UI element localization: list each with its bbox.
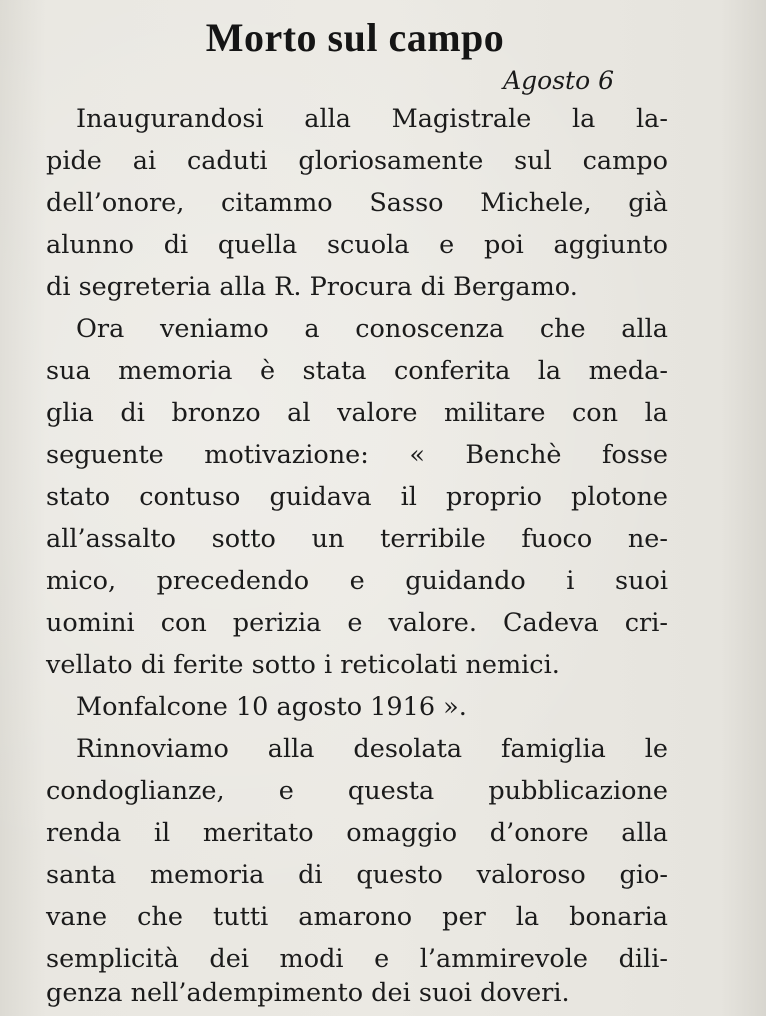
article-title: Morto sul campo <box>205 15 505 60</box>
text-line: Monfalcone 10 agosto 1916 ». <box>76 692 467 722</box>
text-line: vane che tutti amarono per la bonaria <box>46 902 668 932</box>
text-line: Ora veniamo a conoscenza che alla <box>76 314 668 344</box>
text-line: renda il meritato omaggio d’onore alla <box>46 818 668 848</box>
text-line: all’assalto sotto un terribile fuoco ne- <box>46 524 668 554</box>
text-line: di segreteria alla R. Procura di Bergamo. <box>46 272 578 302</box>
text-line: dell’onore, citammo Sasso Michele, già <box>46 188 668 218</box>
article-date: Agosto 6 <box>503 66 614 95</box>
text-line: Inaugurandosi alla Magistrale la la- <box>76 104 668 134</box>
text-line: sua memoria è stata conferita la meda- <box>46 356 668 386</box>
text-line: vellato di ferite sotto i reticolati nemici. <box>46 650 560 680</box>
text-line: glia di bronzo al valore militare con la <box>46 398 668 428</box>
text-line: seguente motivazione: « Benchè fosse <box>46 440 668 470</box>
text-line: semplicità dei modi e l’ammirevole dili- <box>46 944 668 974</box>
text-line: alunno di quella scuola e poi aggiunto <box>46 230 668 260</box>
text-line: santa memoria di questo valoroso gio- <box>46 860 668 890</box>
text-line: uomini con perizia e valore. Cadeva cri- <box>46 608 668 638</box>
text-line: pide ai caduti gloriosamente sul campo <box>46 146 668 176</box>
text-line: stato contuso guidava il proprio plotone <box>46 482 668 512</box>
text-line: genza nell’adempimento dei suoi doveri. <box>46 978 570 1008</box>
text-line: Rinnoviamo alla desolata famiglia le <box>76 734 668 764</box>
text-line: condoglianze, e questa pubblicazione <box>46 776 668 806</box>
text-line: mico, precedendo e guidando i suoi <box>46 566 668 596</box>
